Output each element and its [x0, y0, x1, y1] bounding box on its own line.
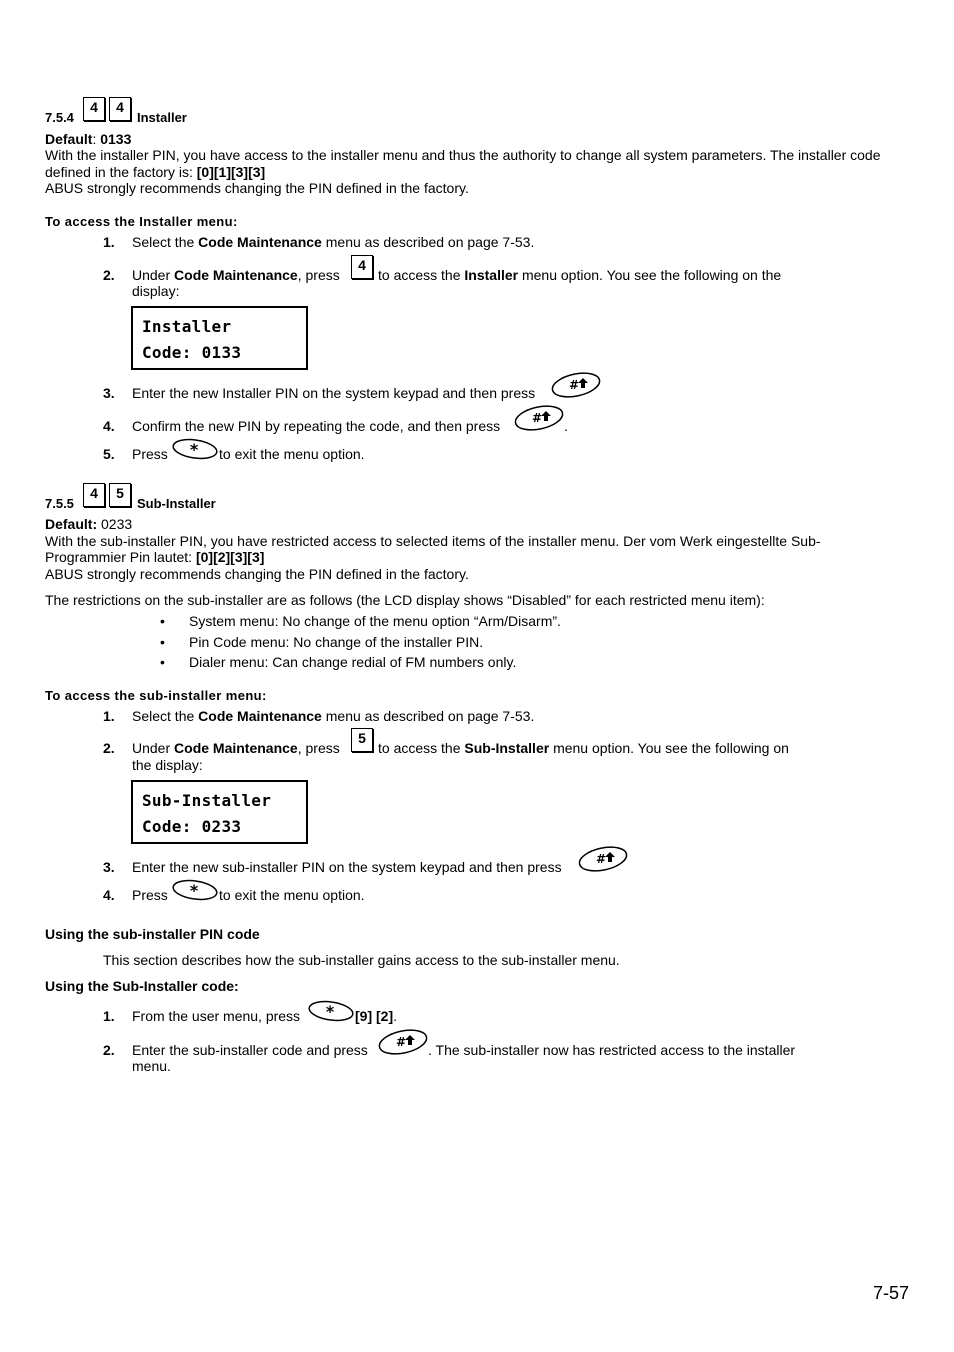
keypad-key-4: 4 [83, 97, 105, 121]
star-key-icon [307, 998, 355, 1024]
installer-description-line2: defined in the factory is: [0][1][3][3] [45, 164, 266, 180]
section-number-755: 7.5.5 [45, 496, 74, 511]
section-number-754: 7.5.4 [45, 110, 74, 125]
step-number: 1. [103, 234, 115, 250]
using-step-2: Enter the sub-installer code and press [132, 1042, 368, 1058]
step-number: 4. [103, 418, 115, 434]
star-key-icon [171, 436, 219, 462]
page-number: 7-57 [873, 1283, 910, 1303]
step-number: 3. [103, 859, 115, 875]
sub-installer-default: Default: 0233 [45, 516, 133, 532]
bullet-marker: • [160, 613, 165, 629]
using-step-2-end: menu. [132, 1058, 171, 1074]
keypad-key-4: 4 [109, 97, 131, 121]
hash-enter-key-icon [513, 403, 565, 433]
step-number: 2. [103, 1042, 115, 1058]
lcd-display-sub-installer [131, 780, 308, 844]
star-key-icon [171, 877, 219, 903]
restriction-item: System menu: No change of the menu option “Arm/Disarm”. [189, 613, 561, 629]
sub-installer-restrictions: The restrictions on the sub-installer are as follows (the LCD display shows “Disabled” for each restricted menu item): [45, 592, 765, 608]
using-step-1-cont: [9] [2]. [355, 1008, 398, 1024]
sub-installer-step-2: Under Code Maintenance, press [132, 740, 340, 756]
installer-step-2-cont: to access the Installer menu option. You see the following on the [378, 267, 782, 283]
step-number: 1. [103, 1008, 115, 1024]
keypad-key-4: 4 [83, 483, 105, 507]
keypad-key-5: 5 [351, 728, 373, 752]
step-number: 5. [103, 446, 115, 462]
using-step-1: From the user menu, press [132, 1008, 301, 1024]
sub-installer-step-4-cont: to exit the menu option. [219, 887, 365, 903]
installer-step-4-period: . [564, 418, 568, 434]
using-step-2-cont: . The sub-installer now has restricted access to the installer [428, 1042, 796, 1058]
using-heading-2: Using the Sub-Installer code: [45, 978, 239, 994]
sub-installer-access-heading: To access the sub-installer menu: [45, 688, 267, 703]
step-number: 2. [103, 267, 115, 283]
bullet-marker: • [160, 634, 165, 650]
using-heading: Using the sub-installer PIN code [45, 926, 260, 942]
step-number: 4. [103, 887, 115, 903]
installer-description-line1: With the installer PIN, you have access to the installer menu and thus the authority to change all system parameters. The installer code [45, 147, 881, 163]
step-number: 1. [103, 708, 115, 724]
lcd-line-2: Code: 0233 [142, 817, 242, 836]
step-number: 3. [103, 385, 115, 401]
restriction-item: Pin Code menu: No change of the installer PIN. [189, 634, 484, 650]
sub-installer-step-2-end: the display: [132, 757, 203, 773]
installer-step-2: Under Code Maintenance, press [132, 267, 340, 283]
keypad-key-5: 5 [109, 483, 131, 507]
lcd-line-1: Sub-Installer [142, 791, 272, 810]
sub-installer-step-1: Select the Code Maintenance menu as described on page 7-53. [132, 708, 535, 724]
installer-step-1: Select the Code Maintenance menu as described on page 7-53. [132, 234, 535, 250]
lcd-line-2: Code: 0133 [142, 343, 242, 362]
installer-step-3: Enter the new Installer PIN on the system keypad and then press [132, 385, 536, 401]
section-title-installer: Installer [137, 110, 187, 125]
sub-installer-step-2-cont: to access the Sub-Installer menu option. You see the following on [378, 740, 789, 756]
installer-access-heading: To access the Installer menu: [45, 214, 238, 229]
restriction-item: Dialer menu: Can change redial of FM numbers only. [189, 654, 517, 670]
installer-step-2-end: display: [132, 283, 180, 299]
installer-step-4: Confirm the new PIN by repeating the code, and then press [132, 418, 501, 434]
sub-installer-description-line2: Programmier Pin lautet: [0][2][3][3] [45, 549, 265, 565]
hash-enter-key-icon [577, 844, 629, 874]
keypad-key-4: 4 [351, 255, 373, 279]
installer-step-5-cont: to exit the menu option. [219, 446, 365, 462]
installer-step-5: Press [132, 446, 168, 462]
sub-installer-recommendation: ABUS strongly recommends changing the PIN defined in the factory. [45, 566, 469, 582]
installer-recommendation: ABUS strongly recommends changing the PIN defined in the factory. [45, 180, 469, 196]
section-title-sub-installer: Sub-Installer [137, 496, 216, 511]
lcd-line-1: Installer [142, 317, 232, 336]
hash-enter-key-icon [377, 1027, 429, 1057]
bullet-marker: • [160, 654, 165, 670]
using-description: This section describes how the sub-installer gains access to the sub-installer menu. [103, 952, 620, 968]
sub-installer-step-3: Enter the new sub-installer PIN on the system keypad and then press [132, 859, 562, 875]
installer-default: Default: 0133 [45, 131, 132, 147]
hash-enter-key-icon [550, 370, 602, 400]
lcd-display-installer [131, 306, 308, 370]
sub-installer-description-line1: With the sub-installer PIN, you have restricted access to selected items of the installer menu. Der vom Werk eingestellte Sub- [45, 533, 821, 549]
step-number: 2. [103, 740, 115, 756]
sub-installer-step-4: Press [132, 887, 168, 903]
